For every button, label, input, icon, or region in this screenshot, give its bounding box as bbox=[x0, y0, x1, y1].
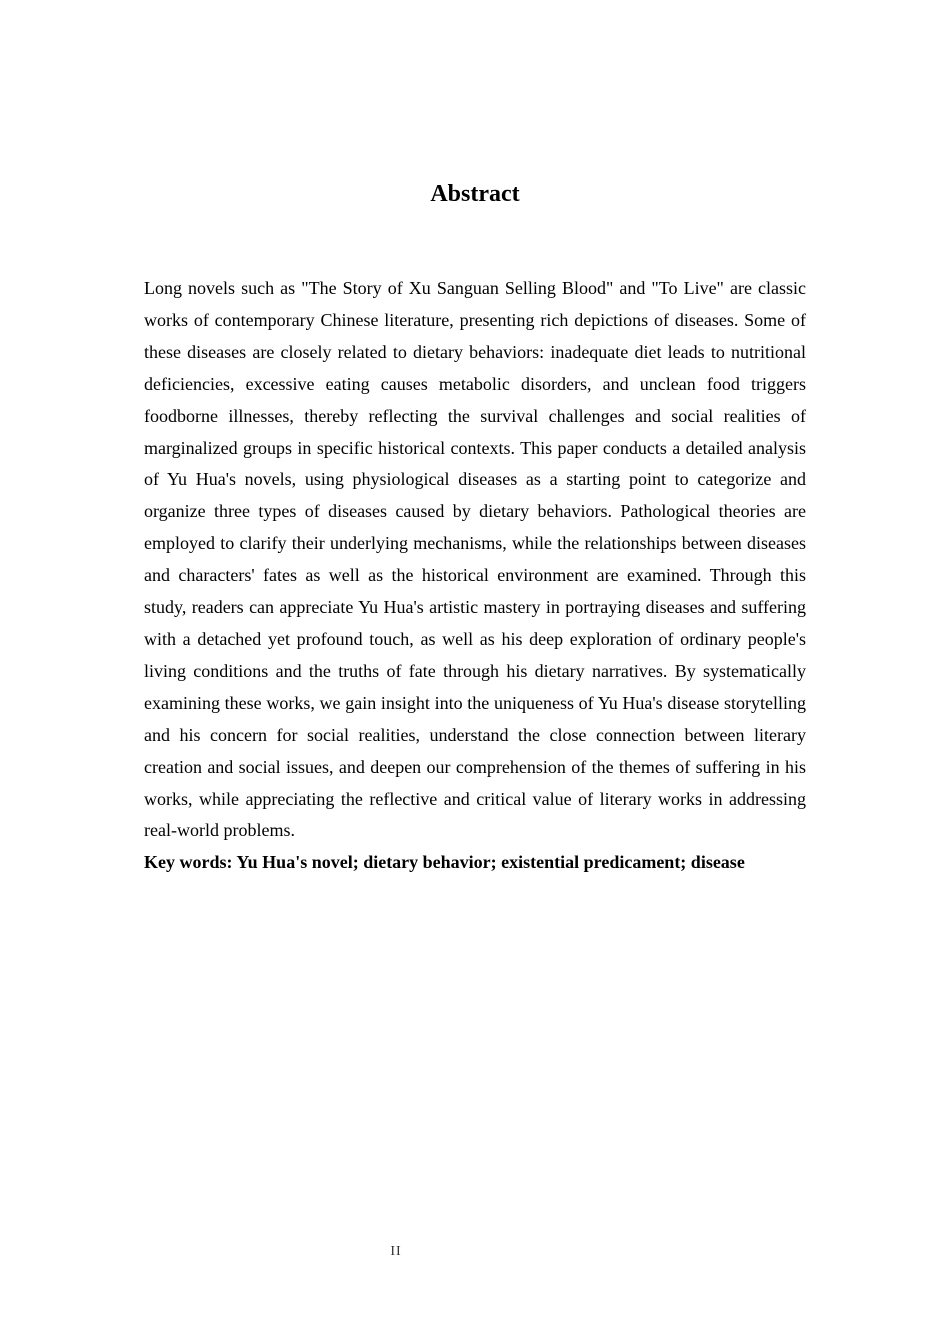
page-number: II bbox=[390, 1244, 402, 1259]
abstract-paragraph: Long novels such as "The Story of Xu Sanguan Selling Blood" and "To Live" are classic works of contemporary Chinese literature, presenting rich depictions of diseases. Some of these diseases are closely related to dietary behaviors: inadequate diet leads to nutritional deficiencies, excessive eating causes metabolic disorders, and unclean food triggers foodborne illnesses, thereby reflecting the survival challenges and social realities of marginalized groups in specific historical contexts. This paper conducts a detailed analysis of Yu Hua's novels, using physiological diseases as a starting point to categorize and organize three types of diseases caused by dietary behaviors. Pathological theories are employed to clarify their underlying mechanisms, while the relationships between diseases and characters' fates as well as the historical environment are examined. Through this study, readers can appreciate Yu Hua's artistic mastery in portraying diseases and suffering with a detached yet profound touch, as well as his deep exploration of ordinary people's living conditions and the truths of fate through his dietary narratives. By systematically examining these works, we gain insight into the uniqueness of Yu Hua's disease storytelling and his concern for social realities, understand the close connection between literary creation and social issues, and deepen our comprehension of the themes of suffering in his works, while appreciating the reflective and critical value of literary works in addressing real-world problems. bbox=[144, 278, 806, 841]
keywords-line: Key words: Yu Hua's novel; dietary behavior; existential predicament; disease bbox=[144, 852, 745, 873]
abstract-body bbox=[144, 273, 806, 879]
abstract-title: Abstract bbox=[430, 181, 520, 207]
